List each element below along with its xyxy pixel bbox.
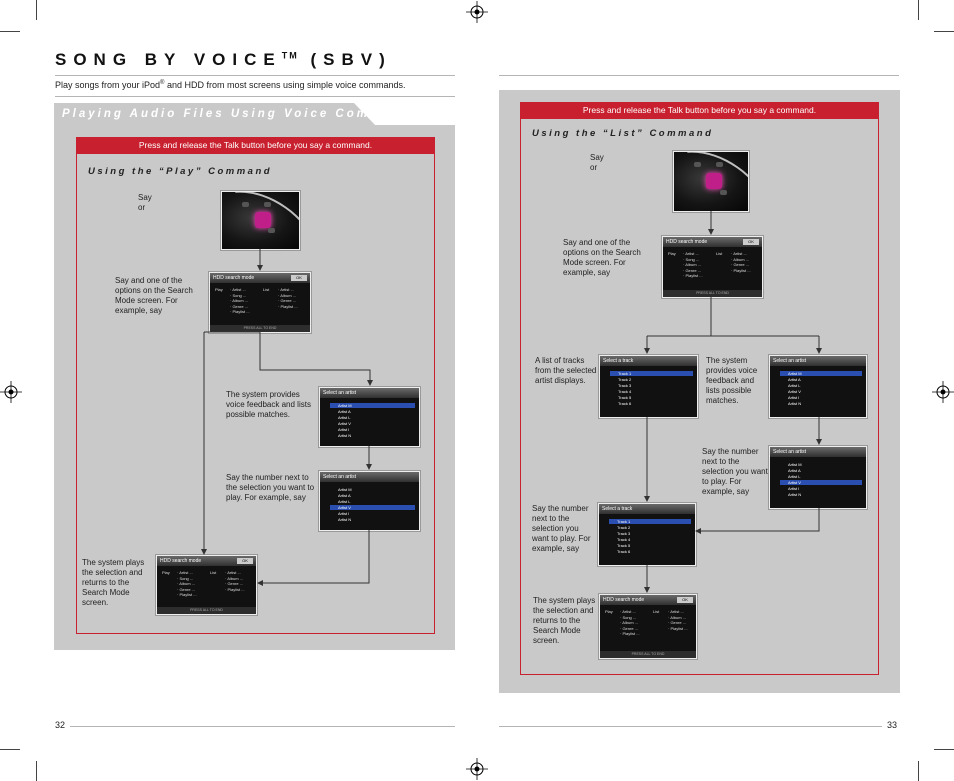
registration-mark-icon <box>466 758 488 780</box>
track-select-screen: Select a track Track 1 Track 2 Track 3 Track 4 Track 5 Track 6 <box>598 503 696 566</box>
page-title: SONG BY VOICE™ (SBV) <box>55 50 392 69</box>
note-tracks: A list of tracks from the selected artist displays. <box>535 356 597 385</box>
note-plays: The system plays the selection and returns to the Search Mode screen. <box>82 558 145 607</box>
artist-list-screen: Select an artist Artist M Artist A Artist L Artist V Artist I Artist N <box>319 387 420 447</box>
note-plays: The system plays the selection and returns to the Search Mode screen. <box>533 596 596 645</box>
note-say-number-artist: Say the number next to the selection you want to play. For example, say <box>702 447 768 496</box>
note-say-options: Say and one of the options on the Search Mode screen. For example, say <box>115 276 193 315</box>
note-say-number-track: Say the number next to the selection you want to play. For example, say <box>532 504 591 553</box>
section-heading: Playing Audio Files Using Voice Commands <box>62 108 423 120</box>
artist-select-screen: Select an artist Artist M Artist A Artist L Artist V Artist I Artist N <box>769 446 867 509</box>
note-feedback: The system provides voice feedback and lists possible matches. <box>226 390 311 419</box>
note-say: Say or <box>590 153 604 172</box>
subheading-play: Using the “Play” Command <box>88 166 273 177</box>
registration-mark-icon <box>466 1 488 23</box>
artist-select-screen: Select an artist Artist M Artist A Artist L Artist V Artist I Artist N <box>319 471 420 531</box>
talk-instruction-bar: Press and release the Talk button before you say a command. <box>77 138 434 154</box>
page-number: 33 <box>887 720 898 730</box>
talk-instruction-bar: Press and release the Talk button before you say a command. <box>521 103 878 119</box>
crop-mark <box>0 749 20 750</box>
hdd-search-screen: HDD search mode OK Play · Artist ... · Song ... · Album ... · Genre ... · Playlist ... List · Artist ... · Album ... · Genre ... · Playlist ... PRESS ALL TO END <box>209 272 311 333</box>
note-say-number: Say the number next to the selection you want to play. For example, say <box>226 473 315 502</box>
crop-mark <box>934 749 954 750</box>
hdd-search-screen-return: HDD search mode OK Play · Artist ... · Song ... · Album ... · Genre ... · Playlist ... List · Artist ... · Album ... · Genre ... · Playlist ... PRESS ALL TO END <box>156 555 257 615</box>
page-number: 32 <box>55 720 66 730</box>
hdd-search-screen: HDD search mode OK Play · Artist ... · Song ... · Album ... · Genre ... · Playlist ... List · Artist ... · Album ... · Genre ... · Playlist ... PRESS ALL TO END <box>662 236 763 298</box>
registration-mark-icon <box>932 381 954 403</box>
artist-list-screen: Select an artist Artist M Artist A Artist L Artist V Artist I Artist N <box>769 355 867 418</box>
intro-text: Play songs from your iPod® and HDD from most screens using simple voice commands. <box>55 80 406 90</box>
crop-mark <box>918 761 919 781</box>
crop-mark <box>934 31 954 32</box>
crop-mark <box>36 0 37 20</box>
crop-mark <box>918 0 919 20</box>
subheading-list: Using the “List” Command <box>532 128 714 139</box>
divider <box>55 75 455 76</box>
track-list-screen: Select a track Track 1 Track 2 Track 3 Track 4 Track 5 Track 6 <box>599 355 698 418</box>
crop-mark <box>36 761 37 781</box>
divider <box>55 96 455 97</box>
crop-mark <box>0 31 20 32</box>
registration-mark-icon <box>0 381 22 403</box>
note-say: Say or <box>138 193 152 212</box>
hdd-search-screen-return: HDD search mode OK Play · Artist ... · Song ... · Album ... · Genre ... · Playlist ... List · Artist ... · Album ... · Genre ... · Playlist ... PRESS ALL TO END <box>599 594 697 659</box>
talk-button-photo <box>673 151 749 212</box>
talk-button-photo <box>221 191 300 250</box>
note-say-options: Say and one of the options on the Search Mode screen. For example, say <box>563 238 641 277</box>
divider <box>499 75 899 76</box>
divider <box>70 726 455 727</box>
note-feedback: The system provides voice feedback and lists possible matches. <box>706 356 758 405</box>
divider <box>499 726 882 727</box>
